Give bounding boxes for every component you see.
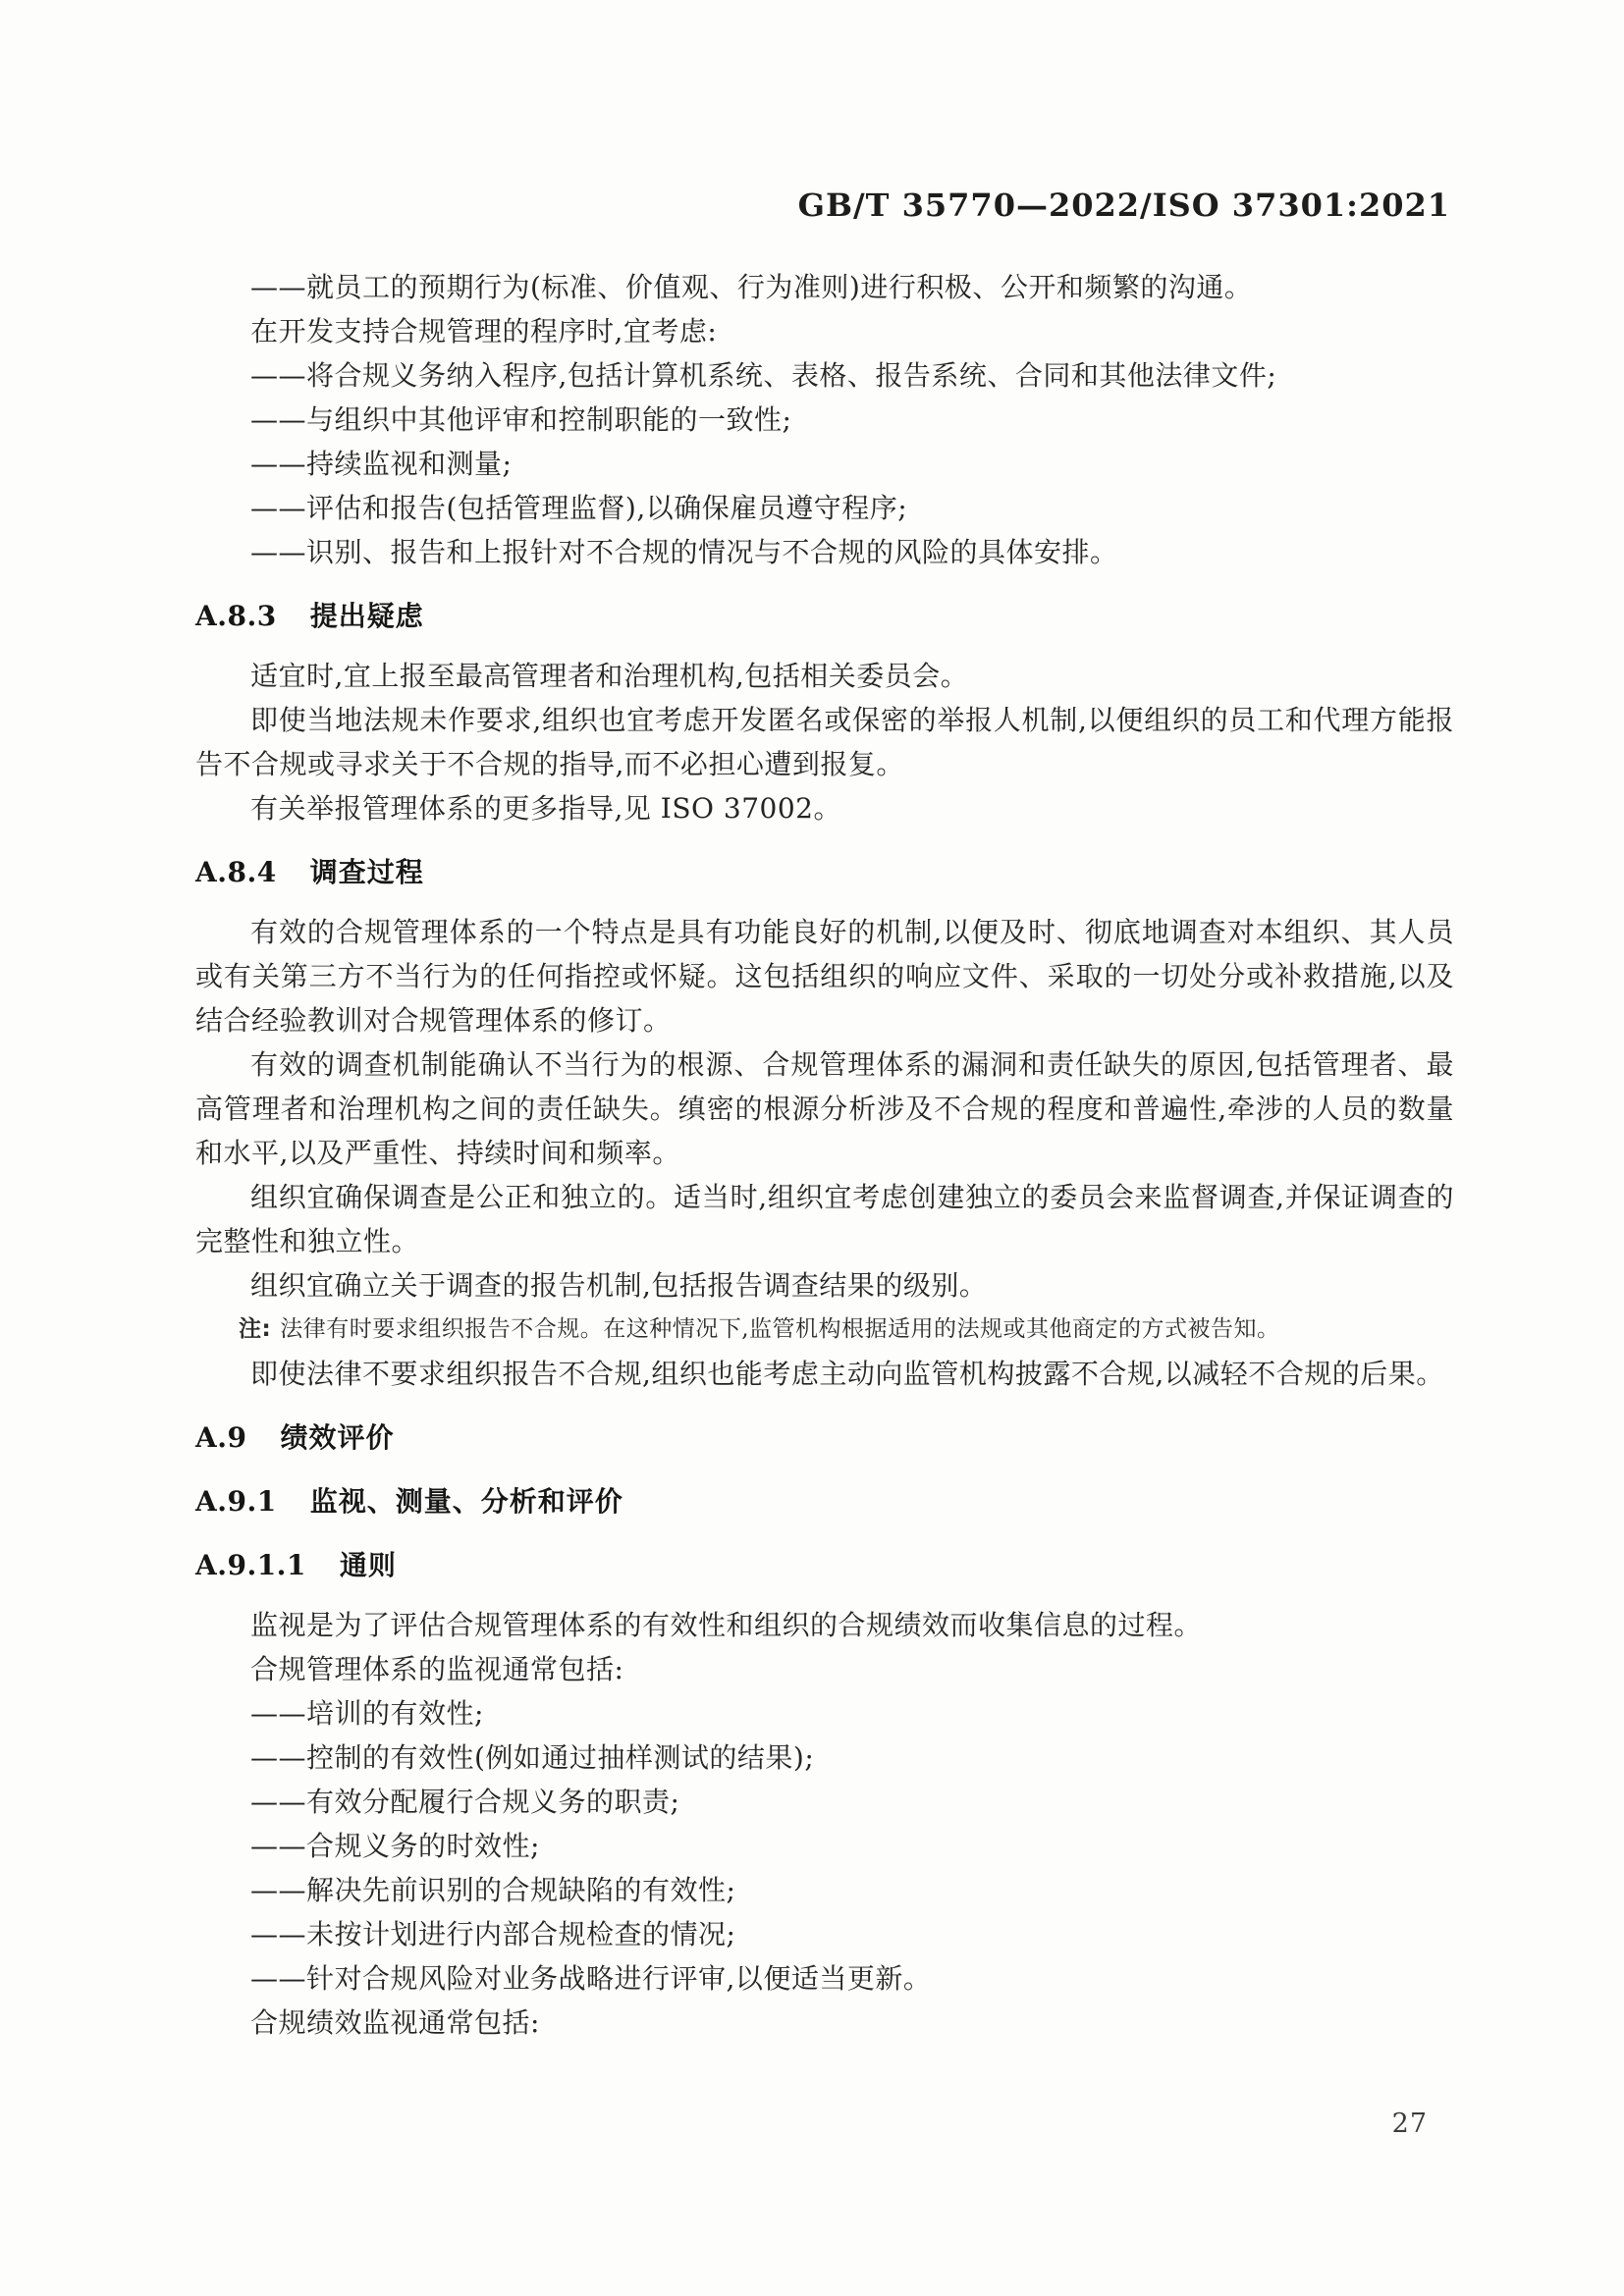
paragraph: 在开发支持合规管理的程序时,宜考虑: xyxy=(250,315,718,347)
paragraph: 组织宜确保调查是公正和独立的。适当时,组织宜考虑创建独立的委员会来监督调查,并保证调查的完整性和独立性。 xyxy=(195,1181,1454,1257)
paragraph: 有效的调查机制能确认不当行为的根源、合规管理体系的漏洞和责任缺失的原因,包括管理者、最高管理者和治理机构之间的责任缺失。缜密的根源分析涉及不合规的程度和普遍性,牵涉的人员的数量和水平,以及严重性、持续时间和频率。 xyxy=(195,1048,1454,1169)
list-item: ——就员工的预期行为(标准、价值观、行为准则)进行积极、公开和频繁的沟通。 xyxy=(250,271,1253,303)
section-title: 监视、测量、分析和评价 xyxy=(309,1485,623,1518)
section-heading xyxy=(195,1543,1454,1587)
section-number: A.9.1 xyxy=(195,1485,277,1518)
section-title: 通则 xyxy=(339,1549,397,1581)
section-number: A.8.3 xyxy=(195,600,277,632)
paragraph: 监视是为了评估合规管理体系的有效性和组织的合规绩效而收集信息的过程。 xyxy=(250,1609,1203,1641)
list-item: ——有效分配履行合规义务的职责; xyxy=(250,1786,680,1818)
section-title: 绩效评价 xyxy=(280,1421,395,1454)
document-body xyxy=(195,265,1454,2045)
list-item: ——评估和报告(包括管理监督),以确保雇员遵守程序; xyxy=(250,492,908,524)
note-label: 注: xyxy=(239,1316,272,1342)
list-item: ——将合规义务纳入程序,包括计算机系统、表格、报告系统、合同和其他法律文件; xyxy=(250,359,1277,392)
list-item: ——识别、报告和上报针对不合规的情况与不合规的风险的具体安排。 xyxy=(250,536,1118,568)
list-item: ——培训的有效性; xyxy=(250,1697,484,1730)
section-title: 调查过程 xyxy=(309,856,424,888)
section-heading xyxy=(195,1479,1454,1523)
list-item: ——解决先前识别的合规缺陷的有效性; xyxy=(250,1874,736,1906)
paragraph: 有效的合规管理体系的一个特点是具有功能良好的机制,以便及时、彻底地调查对本组织、其人员或有关第三方不当行为的任何指控或怀疑。这包括组织的响应文件、采取的一切处分或补救措施,以及结合经验教训对合规管理体系的修订。 xyxy=(195,916,1454,1037)
paragraph: 合规管理体系的监视通常包括: xyxy=(250,1653,624,1685)
list-item: ——针对合规风险对业务战略进行评审,以便适当更新。 xyxy=(250,1962,932,1995)
paragraph: 即使当地法规未作要求,组织也宜考虑开发匿名或保密的举报人机制,以便组织的员工和代理方能报告不合规或寻求关于不合规的指导,而不必担心遭到报复。 xyxy=(195,704,1454,780)
section-number: A.8.4 xyxy=(195,856,277,888)
page-number: 27 xyxy=(1391,2109,1428,2139)
section-heading xyxy=(195,850,1454,894)
paragraph: 合规绩效监视通常包括: xyxy=(250,2006,540,2039)
paragraph: 组织宜确立关于调查的报告机制,包括报告调查结果的级别。 xyxy=(250,1269,988,1302)
list-item: ——与组织中其他评审和控制职能的一致性; xyxy=(250,403,792,436)
list-item: ——控制的有效性(例如通过抽样测试的结果); xyxy=(250,1741,815,1774)
list-item: ——未按计划进行内部合规检查的情况; xyxy=(250,1918,736,1950)
section-number: A.9.1.1 xyxy=(195,1549,306,1581)
section-title: 提出疑虑 xyxy=(309,600,424,632)
document-header xyxy=(798,187,1450,224)
standard-number: GB/T 35770—2022/ISO 37301:2021 xyxy=(797,187,1450,224)
section-heading xyxy=(195,1415,1454,1460)
note: 注: 法律有时要求组织报告不合规。在这种情况下,监管机构根据适用的法规或其他商定的方式被告知。 xyxy=(239,1316,1280,1342)
section-heading xyxy=(195,594,1454,638)
paragraph: 有关举报管理体系的更多指导,见 ISO 37002。 xyxy=(250,792,841,825)
paragraph: 即使法律不要求组织报告不合规,组织也能考虑主动向监管机构披露不合规,以减轻不合规的后果。 xyxy=(250,1358,1444,1390)
section-number: A.9 xyxy=(195,1421,247,1454)
paragraph: 适宜时,宜上报至最高管理者和治理机构,包括相关委员会。 xyxy=(250,660,969,692)
list-item: ——持续监视和测量; xyxy=(250,448,513,480)
list-item: ——合规义务的时效性; xyxy=(250,1830,540,1862)
